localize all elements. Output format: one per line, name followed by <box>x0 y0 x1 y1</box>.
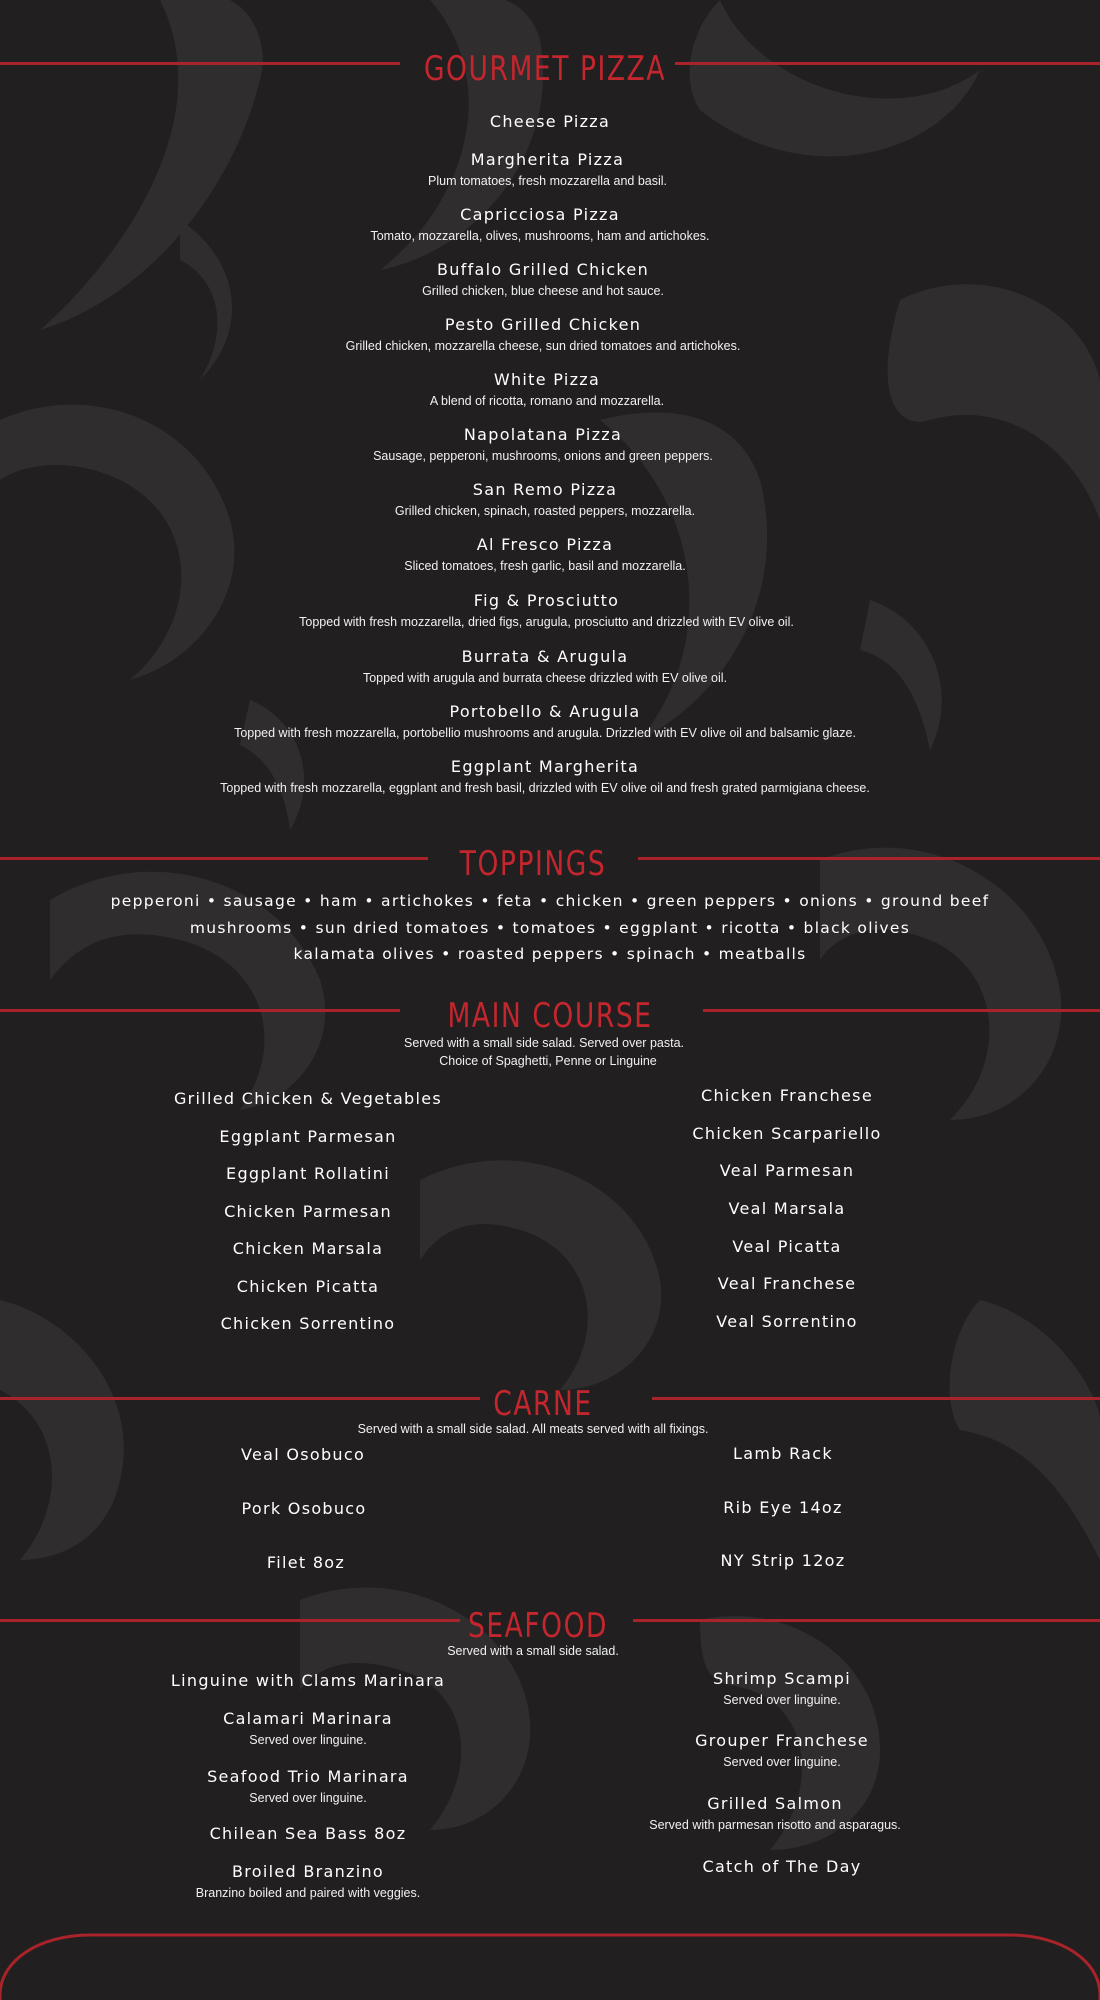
menu-item <box>592 1731 972 1770</box>
menu-item <box>0 315 1086 354</box>
item-name: Chicken Picatta <box>236 1277 380 1296</box>
menu-item <box>118 1671 498 1691</box>
item-name: Eggplant Margherita <box>450 757 640 776</box>
toppings-line: kalamata olives • roasted peppers • spinach • meatballs <box>293 945 807 963</box>
menu-item <box>593 1444 973 1464</box>
menu-item <box>597 1199 977 1219</box>
seafood-title: SEAFOOD <box>467 1606 609 1646</box>
item-name: Veal Sorrentino <box>716 1312 858 1331</box>
item-name: Seafood Trio Marinara <box>207 1767 409 1786</box>
item-name: Eggplant Rollatini <box>226 1164 390 1183</box>
item-description: Grilled chicken, spinach, roasted peppers, mozzarella. <box>394 504 696 518</box>
menu-item <box>0 647 1090 686</box>
item-name: Portobello & Arugula <box>449 702 641 721</box>
menu-item <box>118 1767 498 1806</box>
menu-item <box>592 1669 972 1708</box>
item-name: Fig & Prosciutto <box>473 591 620 610</box>
main-course-note: Choice of Spaghetti, Penne or Linguine <box>439 1054 657 1068</box>
menu-item <box>118 1127 498 1147</box>
item-name: Filet 8oz <box>266 1553 346 1572</box>
item-description: Served with parmesan risotto and asparagus. <box>649 1818 901 1832</box>
toppings-line: pepperoni • sausage • ham • artichokes • feta • chicken • green peppers • onions • ground beef <box>110 892 990 910</box>
menu-item <box>0 260 1086 299</box>
item-name: Pesto Grilled Chicken <box>444 315 642 334</box>
item-name: Veal Parmesan <box>719 1161 855 1180</box>
menu-item <box>597 1086 977 1106</box>
item-name: Chicken Scarpariello <box>692 1124 882 1143</box>
item-name: Grouper Franchese <box>695 1731 869 1750</box>
item-name: Grilled Chicken & Vegetables <box>173 1089 443 1108</box>
item-name: Lamb Rack <box>733 1444 833 1463</box>
menu-item <box>113 1445 493 1465</box>
item-name: Veal Picatta <box>732 1237 842 1256</box>
item-description: Grilled chicken, blue cheese and hot sauce. <box>422 284 664 298</box>
menu-item <box>0 757 1090 796</box>
item-name: Capricciosa Pizza <box>460 205 620 224</box>
menu-item <box>585 1794 965 1833</box>
seafood-note: Served with a small side salad. <box>447 1644 619 1658</box>
menu-item <box>0 702 1090 741</box>
item-name: Buffalo Grilled Chicken <box>436 260 650 279</box>
item-name: Eggplant Parmesan <box>219 1127 397 1146</box>
menu-item <box>118 1709 498 1748</box>
carne-note: Served with a small side salad. All meats served with all fixings. <box>357 1422 709 1436</box>
item-name: Chicken Sorrentino <box>220 1314 396 1333</box>
item-name: Veal Franchese <box>717 1274 857 1293</box>
item-name: San Remo Pizza <box>472 480 618 499</box>
item-name: Chilean Sea Bass 8oz <box>209 1824 407 1843</box>
gourmet-pizza-title: GOURMET PIZZA <box>423 49 667 89</box>
item-name: Shrimp Scampi <box>713 1669 851 1688</box>
item-name: Napolatana Pizza <box>463 425 623 444</box>
item-description: Served over linguine. <box>249 1791 367 1805</box>
menu-item <box>593 1498 973 1518</box>
item-name: White Pizza <box>493 370 601 389</box>
item-description: Topped with arugula and burrata cheese drizzled with EV olive oil. <box>362 671 728 685</box>
menu-item <box>118 1277 498 1297</box>
menu-item <box>114 1499 494 1519</box>
menu-item <box>116 1553 496 1573</box>
menu-item <box>597 1161 977 1181</box>
menu-item <box>0 150 1095 189</box>
menu-item <box>118 1202 498 1222</box>
toppings-title: TOPPINGS <box>459 844 607 884</box>
item-description: Served over linguine. <box>249 1733 367 1747</box>
menu-item <box>118 1089 498 1109</box>
menu-item <box>118 1862 498 1901</box>
item-name: Chicken Parmesan <box>224 1202 392 1221</box>
item-name: Veal Osobuco <box>240 1445 366 1464</box>
item-name: Calamari Marinara <box>223 1709 393 1728</box>
item-name: Al Fresco Pizza <box>476 535 614 554</box>
menu-item <box>0 112 1100 132</box>
menu-item <box>597 1274 977 1294</box>
item-name: Grilled Salmon <box>707 1794 843 1813</box>
item-description: Served over linguine. <box>723 1693 841 1707</box>
item-description: Tomato, mozzarella, olives, mushrooms, ham and artichokes. <box>370 229 710 243</box>
item-description: Topped with fresh mozzarella, portobellio mushrooms and arugula. Drizzled with EV olive oil and balsamic glaze. <box>234 726 856 740</box>
toppings-line: mushrooms • sun dried tomatoes • tomatoes • eggplant • ricotta • black olives <box>189 919 911 937</box>
item-name: Veal Marsala <box>728 1199 846 1218</box>
item-description: Sausage, pepperoni, mushrooms, onions and green peppers. <box>373 449 713 463</box>
item-name: Broiled Branzino <box>231 1862 385 1881</box>
main-course-title: MAIN COURSE <box>447 996 653 1036</box>
main-course-note: Served with a small side salad. Served over pasta. <box>404 1036 684 1050</box>
menu-item <box>118 1164 498 1184</box>
menu-item <box>0 480 1090 519</box>
item-description: A blend of ricotta, romano and mozzarella. <box>429 394 665 408</box>
item-name: Linguine with Clams Marinara <box>170 1671 446 1690</box>
menu-item <box>593 1551 973 1571</box>
menu-item <box>0 591 1093 630</box>
item-description: Served over linguine. <box>723 1755 841 1769</box>
menu-item <box>118 1314 498 1334</box>
item-description: Branzino boiled and paired with veggies. <box>195 1886 421 1900</box>
item-description: Topped with fresh mozzarella, dried figs, arugula, prosciutto and drizzled with EV olive oil. <box>299 615 794 629</box>
menu-item <box>118 1239 498 1259</box>
menu-item <box>0 205 1080 244</box>
item-name: Chicken Marsala <box>232 1239 384 1258</box>
item-name: Pork Osobuco <box>241 1499 367 1518</box>
item-name: Rib Eye 14oz <box>723 1498 843 1517</box>
menu-item <box>0 535 1090 574</box>
item-name: NY Strip 12oz <box>720 1551 846 1570</box>
menu-item <box>118 1824 498 1844</box>
item-name: Margherita Pizza <box>470 150 625 169</box>
item-description: Topped with fresh mozzarella, eggplant and fresh basil, drizzled with EV olive oil and fresh grated parmigiana cheese. <box>220 781 870 795</box>
menu-item <box>592 1857 972 1877</box>
menu-item <box>597 1124 977 1144</box>
menu-item <box>597 1312 977 1332</box>
item-description: Sliced tomatoes, fresh garlic, basil and mozzarella. <box>404 559 686 573</box>
item-name: Catch of The Day <box>702 1857 862 1876</box>
item-description: Grilled chicken, mozzarella cheese, sun dried tomatoes and artichokes. <box>345 339 741 353</box>
item-name: Chicken Franchese <box>701 1086 873 1105</box>
menu-item <box>0 425 1086 464</box>
item-description: Plum tomatoes, fresh mozzarella and basil. <box>428 174 667 188</box>
menu-item <box>0 370 1094 409</box>
item-name: Burrata & Arugula <box>461 647 629 666</box>
menu-item <box>597 1237 977 1257</box>
carne-title: CARNE <box>493 1384 593 1424</box>
item-name: Cheese Pizza <box>489 112 611 131</box>
